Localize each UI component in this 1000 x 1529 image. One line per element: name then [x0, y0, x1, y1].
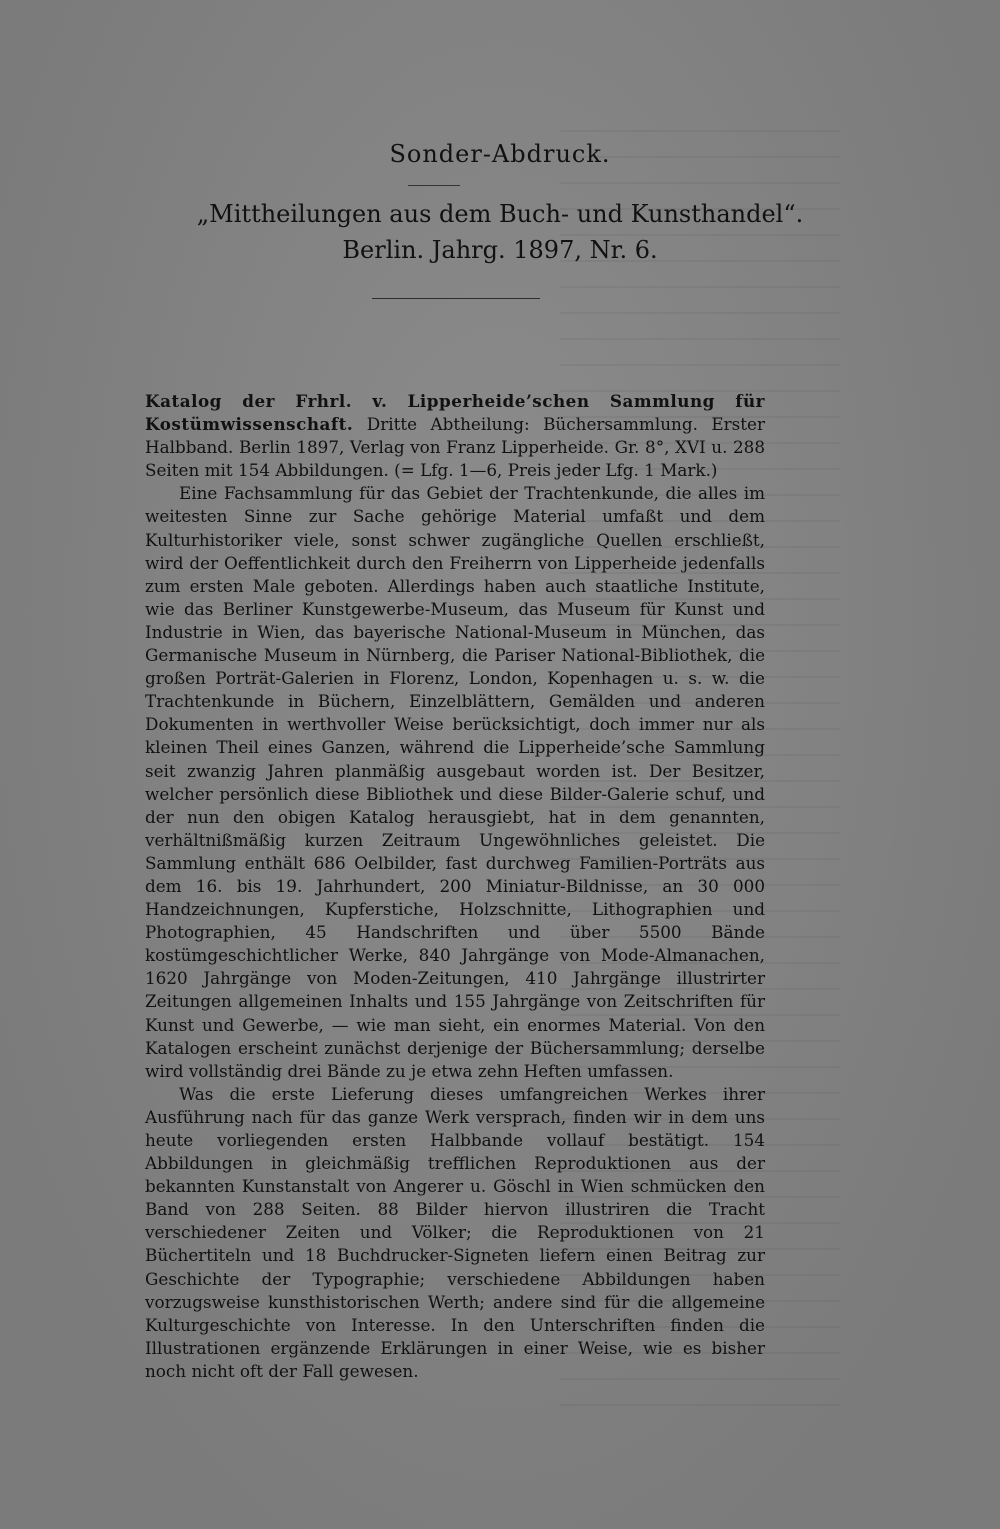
book-title: Katalog der Frhrl. v. Lipperheide’schen Sammlung für Kostümwissenschaft.	[145, 391, 765, 435]
book-entry	[145, 390, 765, 482]
short-divider	[408, 185, 460, 186]
offprint-heading: Sonder-Abdruck.	[389, 140, 611, 168]
article-body	[145, 390, 765, 1383]
book-details: Dritte Abtheilung: Büchersammlung. Erster Halbband. Berlin 1897, Verlag von Franz Lipperheide. Gr. 8°, XVI u. 288 Seiten mit 154 Abbildungen. (= Lfg. 1—6, Preis jeder Lfg. 1 Mark.)	[145, 414, 765, 481]
paragraph: Eine Fachsammlung für das Gebiet der Trachtenkunde, die alles im weitesten Sinne zur Sache gehörige Material umfaßt und dem Kulturhistoriker viele, sonst schwer zugängliche Quellen erschließt, wird der Oeffentlichkeit durch den Freiherrn von Lipperheide jedenfalls zum ersten Male geboten. Allerdings haben auch staatliche Institute, wie das Berliner Kunstgewerbe-Museum, das Museum für Kunst und Industrie in Wien, das bayerische National-Museum in München, das Germanische Museum in Nürnberg, die Pariser National-Bibliothek, die großen Porträt-Galerien in Florenz, London, Kopenhagen u. s. w. die Trachtenkunde in Büchern, Einzelblättern, Gemälden und anderen Dokumenten in werthvoller Weise berücksichtigt, doch immer nur als kleinen Theil eines Ganzen, während die Lipperheide’sche Sammlung seit zwanzig Jahren planmäßig ausgebaut worden ist. Der Besitzer, welcher persönlich diese Bibliothek und diese Bilder-Galerie schuf, und der nun den obigen Katalog herausgiebt, hat in dem genannten, verhältnißmäßig kurzen Zeitraum Ungewöhnliches geleistet. Die Sammlung enthält 686 Oelbilder, fast durchweg Familien-Porträts aus dem 16. bis 19. Jahrhundert, 200 Miniatur-Bildnisse, an 30 000 Handzeichnungen, Kupferstiche, Holzschnitte, Lithographien und Photographien, 45 Handschriften und über 5500 Bände kostümgeschichtlicher Werke, 840 Jahrgänge von Mode-Almanachen, 1620 Jahrgänge von Moden-Zeitungen, 410 Jahrgänge illustrirter Zeitungen allgemeinen Inhalts und 155 Jahrgänge von Zeitschriften für Kunst und Gewerbe, — wie man sieht, ein enormes Material. Von den Katalogen erscheint zunächst derjenige der Büchersammlung; derselbe wird vollständig drei Bände zu je etwa zehn Heften umfassen.	[145, 483, 765, 1081]
section-divider	[372, 298, 540, 299]
publication-title: „Mittheilungen aus dem Buch- und Kunsthandel“.	[196, 200, 804, 228]
paragraph: Was die erste Lieferung dieses umfangreichen Werkes ihrer Ausführung nach für das ganze Werk versprach, finden wir in dem uns heute vorliegenden ersten Halbbande vollauf bestätigt. 154 Abbildungen in gleichmäßig trefflichen Reproduktionen aus der bekannten Kunstanstalt von Angerer u. Göschl in Wien schmücken den Band von 288 Seiten. 88 Bilder hiervon illustriren die Tracht verschiedener Zeiten und Völker; die Reproduktionen von 21 Büchertiteln und 18 Buchdrucker-Signeten liefern einen Beitrag zur Geschichte der Typographie; verschiedene Abbildungen haben vorzugsweise kunsthistorischen Werth; andere sind für die allgemeine Kulturgeschichte von Interesse. In den Unterschriften finden die Illustrationen ergänzende Erklärungen in einer Weise, wie es bisher noch nicht oft der Fall gewesen.	[145, 1083, 765, 1381]
publication-issue: Berlin. Jahrg. 1897, Nr. 6.	[342, 236, 658, 264]
